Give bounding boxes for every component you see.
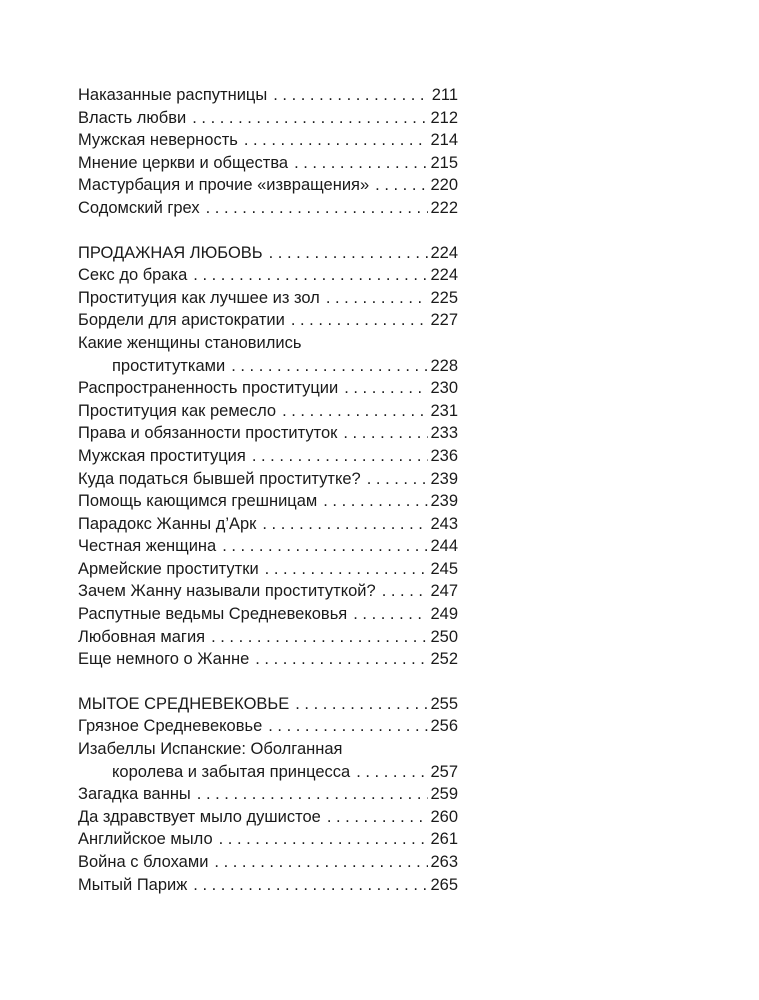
entry-title: Мнение церкви и общества — [78, 153, 289, 172]
dot-leader — [343, 422, 428, 445]
dot-leader — [268, 715, 428, 738]
chapter-heading-entry — [78, 242, 458, 265]
entry-title: Бордели для аристократии — [78, 311, 285, 330]
dot-leader — [192, 107, 428, 130]
entry-title: Проституция как лучшее из зол — [78, 288, 320, 307]
page-number: 263 — [430, 853, 458, 871]
dot-leader — [382, 580, 429, 603]
dot-leader — [295, 693, 428, 716]
dot-leader — [367, 468, 429, 491]
toc-entry — [78, 603, 458, 626]
entry-title: Права и обязанности проституток — [78, 424, 338, 443]
toc-section — [78, 693, 458, 896]
entry-title: Зачем Жанну называли проституткой? — [78, 582, 376, 601]
page-number: 236 — [430, 446, 458, 465]
entry-title: Английское мыло — [78, 830, 213, 849]
toc-entry — [78, 422, 458, 445]
page-number: 245 — [430, 559, 458, 578]
page-number: 265 — [430, 875, 458, 894]
dot-leader — [323, 490, 428, 513]
toc-entry — [78, 783, 458, 806]
entry-title: Мытый Париж — [78, 875, 188, 894]
page-number: 230 — [430, 379, 458, 398]
entry-title: Парадокс Жанны д’Арк — [78, 514, 257, 533]
toc-entry — [78, 264, 458, 287]
dot-leader — [193, 264, 428, 287]
page-number: 220 — [430, 176, 458, 195]
page-number: 239 — [430, 469, 458, 488]
entry-title-continuation: проститутками — [112, 356, 226, 375]
dot-leader — [206, 197, 429, 220]
page-number: 261 — [430, 830, 458, 849]
page-number: 239 — [430, 492, 458, 511]
toc-entry — [78, 197, 458, 220]
toc-entry — [78, 377, 458, 400]
page-number: 249 — [430, 605, 458, 624]
dot-leader — [273, 84, 429, 107]
page-number: 243 — [430, 514, 458, 533]
entry-title: Наказанные распутницы — [78, 86, 268, 104]
dot-leader — [262, 513, 428, 536]
page-number: 231 — [430, 401, 458, 420]
toc-entry — [78, 490, 458, 513]
page-number: 228 — [430, 356, 458, 375]
dot-leader — [294, 152, 428, 175]
toc-entry — [78, 309, 458, 332]
toc-entry — [78, 851, 458, 874]
toc-entry — [78, 174, 458, 197]
entry-title: Мужская неверность — [78, 131, 238, 150]
dot-leader — [327, 806, 429, 829]
dot-leader — [211, 626, 428, 649]
page-number: 260 — [430, 807, 458, 826]
toc-entry — [78, 648, 458, 671]
dot-leader — [269, 242, 429, 265]
dot-leader — [255, 648, 428, 671]
toc-entry — [78, 107, 458, 130]
dot-leader — [356, 761, 428, 784]
toc-entry — [78, 874, 458, 897]
toc-entry — [78, 715, 458, 738]
chapter-title: ПРОДАЖНАЯ ЛЮБОВЬ — [78, 243, 263, 262]
entry-title: Любовная магия — [78, 627, 206, 646]
entry-title: Честная женщина — [78, 537, 217, 556]
entry-title: Еще немного о Жанне — [78, 650, 250, 669]
dot-leader — [282, 400, 428, 423]
entry-title: Помощь кающимся грешницам — [78, 492, 318, 511]
chapter-title: МЫТОЕ СРЕДНЕВЕКОВЬЕ — [78, 694, 290, 713]
toc-entry — [78, 828, 458, 851]
page-number: 211 — [431, 86, 458, 104]
entry-title: Проституция как ремесло — [78, 401, 277, 420]
page-number: 233 — [430, 424, 458, 443]
toc-entry — [78, 626, 458, 649]
entry-title-continuation: королева и забытая принцесса — [112, 762, 351, 781]
entry-title: Армейские проститутки — [78, 559, 259, 578]
toc-section — [78, 84, 458, 220]
dot-leader — [219, 828, 429, 851]
page-number: 244 — [430, 537, 458, 556]
toc-entry — [78, 468, 458, 491]
page-number: 222 — [430, 198, 458, 217]
toc-entry — [78, 806, 458, 829]
dot-leader — [291, 309, 429, 332]
dot-leader — [252, 445, 429, 468]
entry-title: Мужская проституция — [78, 446, 246, 465]
page-number: 250 — [430, 627, 458, 646]
page-number: 252 — [430, 650, 458, 669]
dot-leader — [193, 874, 428, 897]
page-number: 247 — [430, 582, 458, 601]
dot-leader — [265, 558, 429, 581]
page-number: 257 — [430, 762, 458, 781]
dot-leader — [375, 174, 428, 197]
page-number: 215 — [430, 153, 458, 172]
toc-entry — [78, 445, 458, 468]
entry-title: Да здравствует мыло душистое — [78, 807, 321, 826]
entry-title: Загадка ванны — [78, 785, 191, 804]
entry-title: Секс до брака — [78, 266, 188, 285]
entry-title: Изабеллы Испанские: Оболганная — [78, 740, 343, 759]
toc-entry — [78, 738, 458, 783]
toc-entry — [78, 400, 458, 423]
page-number: 259 — [430, 785, 458, 804]
page-number: 227 — [430, 311, 458, 330]
toc-entry — [78, 152, 458, 175]
entry-title: Какие женщины становились — [78, 333, 302, 352]
toc-entry — [78, 513, 458, 536]
toc-entry — [78, 332, 458, 377]
toc-entry — [78, 287, 458, 310]
dot-leader — [197, 783, 429, 806]
toc-section — [78, 242, 458, 671]
page-number: 212 — [430, 108, 458, 127]
dot-leader — [344, 377, 428, 400]
dot-leader — [353, 603, 428, 626]
dot-leader — [222, 535, 428, 558]
entry-title: Мастурбация и прочие «извращения» — [78, 176, 370, 195]
toc-entry — [78, 580, 458, 603]
entry-title: Содомский грех — [78, 198, 200, 217]
dot-leader — [214, 851, 428, 874]
entry-title: Куда податься бывшей проститутке? — [78, 469, 361, 488]
page-number: 214 — [430, 131, 458, 150]
page-number: 256 — [430, 717, 458, 736]
entry-title: Война с блохами — [78, 853, 209, 871]
page-number: 255 — [430, 694, 458, 713]
entry-title: Распутные ведьмы Средневековья — [78, 605, 348, 624]
dot-leader — [244, 129, 429, 152]
chapter-heading-entry — [78, 693, 458, 716]
toc-entry — [78, 129, 458, 152]
toc-entry — [78, 84, 458, 107]
toc-entry — [78, 558, 458, 581]
dot-leader — [326, 287, 429, 310]
toc-entry — [78, 535, 458, 558]
dot-leader — [231, 355, 428, 378]
page-number: 225 — [430, 288, 458, 307]
entry-title: Грязное Средневековье — [78, 717, 263, 736]
page-number: 224 — [430, 266, 458, 285]
entry-title: Власть любви — [78, 108, 187, 127]
table-of-contents — [78, 84, 458, 896]
entry-title: Распространенность проституции — [78, 379, 339, 398]
page-number: 224 — [430, 243, 458, 262]
